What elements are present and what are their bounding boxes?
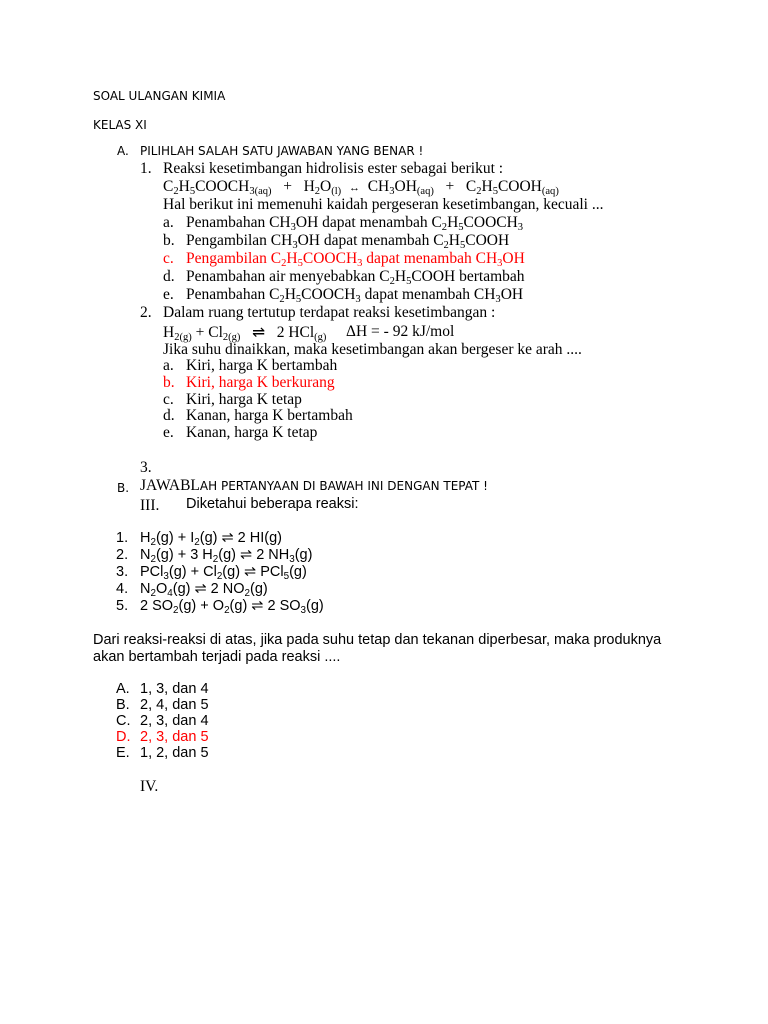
section-a-heading: PILIHLAH SALAH SATU JAWABAN YANG BENAR ! [140,144,424,158]
reaction-number: 5. [116,598,129,614]
q3-option-d-answer [116,729,209,745]
q3-option-b [116,697,209,713]
equation-reactant-water: $H_2O_{(l)}$ [303,178,342,198]
option-letter: a. [163,214,174,231]
question-1-prompt: Hal berikut ini memenuhi kaidah pergeseran kesetimbangan, kecuali ... [163,196,604,213]
reaction-equation: 2 $SO_2(g) + O_2(g)$ ⇌ 2 $SO_3(g)$ [140,598,324,616]
reaction-3 [116,564,307,580]
option-text: Kiri, harga K tetap [186,391,302,408]
reaction-number: 3. [116,564,129,580]
option-letter: A. [116,681,130,697]
option-letter: d. [163,407,175,424]
section-b-heading-start: JAWABL [140,477,200,494]
q1-option-b [163,232,509,250]
option-letter: D. [116,729,131,745]
q1-option-e [163,286,523,304]
class-label: KELAS XI [93,118,147,132]
option-letter: b. [163,374,175,391]
option-text: 2, 3, dan 5 [140,729,209,745]
question-iii-number: III. [140,497,160,514]
equation-product-acid: $C_2H_5COOH_{(aq)}$ [465,178,559,198]
question-2-text: Dalam ruang tertutup terdapat reaksi kesetimbangan : [163,304,496,321]
option-text: Penambahan $C_2H_5COOCH_3$ dapat menambah $CH_3OH$ [186,286,524,306]
question-1-number: 1. [140,160,152,177]
question-2-prompt: Jika suhu dinaikkan, maka kesetimbangan akan bergeser ke arah .... [163,341,582,358]
option-text: Kanan, harga K tetap [186,424,318,441]
reaction-4 [116,581,268,597]
option-letter: C. [116,713,131,729]
q3-option-c [116,713,209,729]
q2-option-e [163,424,317,442]
question-iii-line-2: akan bertambah terjadi pada reaksi .... [93,649,341,665]
q1-option-d [163,268,525,286]
q3-option-a [116,681,209,697]
section-b-heading [140,477,488,495]
reaction-2 [116,547,312,563]
option-text: 2, 4, dan 5 [140,697,209,713]
option-letter: B. [116,697,130,713]
page-title: SOAL ULANGAN KIMIA [93,89,226,103]
question-3-number: 3. [140,459,152,476]
reaction-number: 1. [116,530,129,546]
section-a-marker: A. [117,144,129,158]
reaction-number: 2. [116,547,129,563]
option-text: Penambahan air menyebabkan $C_2H_5COOH$ bertambah [186,268,525,288]
option-text: 1, 2, dan 5 [140,745,209,761]
q1-option-a [163,214,523,232]
q2-option-a [163,357,337,375]
question-iii-line-1: Dari reaksi-reaksi di atas, jika pada suhu tetap dan tekanan diperbesar, maka produknya [93,632,662,648]
reaction-equation: $N_2O_4(g)$ ⇌ 2 $NO_2(g)$ [140,581,268,599]
equation-reactant-ester: $C_2H_5COOCH_{3(aq)}$ [163,178,272,198]
option-text: Penambahan $CH_3OH$ dapat menambah $C_2H_5COOCH_3$ [186,214,524,234]
option-text: Kiri, harga K berkurang [186,374,335,391]
reaction-1 [116,530,282,546]
question-1-text: Reaksi kesetimbangan hidrolisis ester sebagai berikut : [163,160,504,177]
reaction-equation: $PCl_3(g) + Cl_2(g)$ ⇌ PCl$_5$(g) [140,564,307,582]
reaction-equation: $N_2(g) + 3$ $H_2(g)$ ⇌ 2 $NH_3(g)$ [140,547,313,565]
option-letter: e. [163,286,174,303]
question-1-equation: $C_2H_5COOCH_{3(aq)} + H_2O_{(l)}$ ↔ $CH_3OH_{(aq)}$ + $C_2H_5COOH_{(aq)}$ [163,178,559,198]
option-letter: e. [163,424,174,441]
option-text: 2, 3, dan 4 [140,713,209,729]
equilibrium-arrow-icon: ⇌ [252,324,266,341]
option-letter: b. [163,232,175,249]
option-text: Pengambilan $C_2H_5COOCH_3$ dapat menambah $CH_3OH$ [186,250,525,270]
option-letter: a. [163,357,174,374]
reaction-5 [116,598,324,614]
question-iv-number: IV. [140,778,159,795]
option-text: Kanan, harga K bertambah [186,407,353,424]
option-text: Pengambilan $CH_3OH$ dapat menambah $C_2H_5COOH$ [186,232,510,252]
q2-option-d [163,407,353,425]
equilibrium-arrow-icon: ↔ [348,182,360,194]
section-b-marker: B. [117,481,130,495]
equation-product-methanol: $CH_3OH_{(aq)}$ [367,178,434,198]
q2-option-b-answer [163,374,335,392]
reaction-equation: $H_2(g) + I_2(g)$ ⇌ 2 HI(g) [140,530,282,548]
option-letter: c. [163,250,174,267]
reaction-number: 4. [116,581,129,597]
option-letter: c. [163,391,174,408]
section-b-heading-rest: AH PERTANYAAN DI BAWAH INI DENGAN TEPAT ! [199,479,488,493]
option-text: 1, 3, dan 4 [140,681,209,697]
question-2-number: 2. [140,304,152,321]
question-2-enthalpy: ΔH = - 92 kJ/mol [346,323,455,340]
option-letter: E. [116,745,130,761]
question-2-equation: $H_{2(g)} + Cl_{2(g)}$ ⇌ 2 HCl$_{(g)}$ [163,324,327,344]
q1-option-c-answer [163,250,525,268]
question-iii-intro: Diketahui beberapa reaksi: [186,496,359,512]
option-text: Kiri, harga K bertambah [186,357,338,374]
option-letter: d. [163,268,175,285]
q3-option-e [116,745,209,761]
